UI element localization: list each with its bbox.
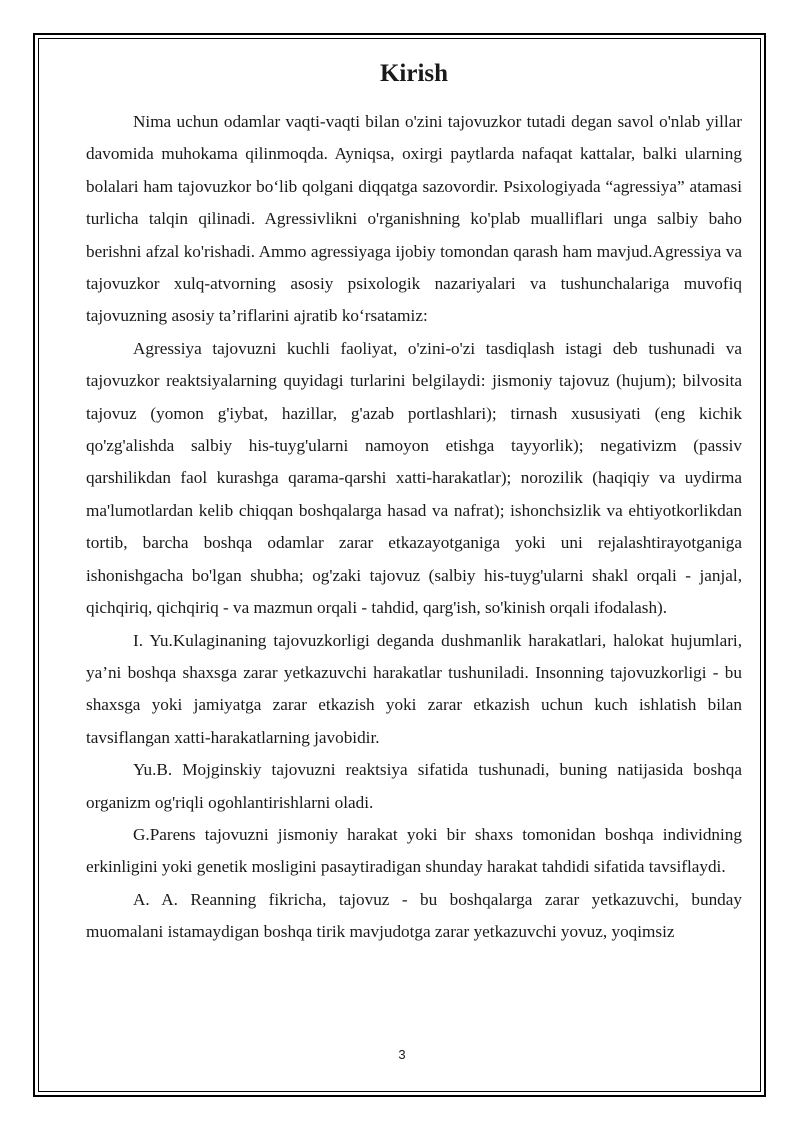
- paragraph-intro: Nima uchun odamlar vaqti-vaqti bilan o'zini tajovuzkor tutadi degan savol o'nlab yillar davomida muhokama qilinmoqda. Ayniqsa, oxirgi paytlarda nafaqat kattalar, balki ularning bolalari ham tajovuzkor bo‘lib qolgani diqqatga sazovordir. Psixologiyada “agressiya” atamasi turlicha talqin qilinadi. Agressivlikni o'rganishning ko'plab mualliflari unga salbiy baho berishni afzal ko'rishadi. Ammo agressiyaga ijobiy tomondan qarash ham mavjud.Agressiya va tajovuzkor xulq-atvorning asosiy psixologik nazariyalari va tushunchalariga muvofiq tajovuzning asosiy ta’riflarini ajratib ko‘rsatamiz:: [86, 112, 742, 326]
- document-body: [86, 54, 742, 949]
- document-title: Kirish: [379, 60, 449, 87]
- paragraph-aggression-types: Agressiya tajovuzni kuchli faoliyat, o'zini-o'zi tasdiqlash istagi deb tushunadi va tajovuzkor reaktsiyalarning quyidagi turlarini belgilaydi: jismoniy tajovuz (hujum); bilvosita tajovuz (yomon g'iybat, hazillar, g'azab portlashlari); tirnash xususiyati (eng kichik qo'zg'alishda salbiy his-tuyg'ularni namoyon etishga tayyorlik); negativizm (passiv qarshilikdan faol kurashga qarama-qarshi xatti-harakatlar); norozilik (haqiqiy va uydirma ma'lumotlardan kelib chiqqan boshqalarga hasad va nafrat); ishonchsizlik va ehtiyotkorlikdan tortib, barcha boshqa odamlar zarar etkazayotganiga yoki uni rejalashtirayotganiga ishonishgacha bo'lgan shubha; og'zaki tajovuz (salbiy his-tuyg'ularni shakl orqali - janjal, qichqiriq, qichqiriq - va mazmun orqali - tahdid, qarg'ish, so'kinish orqali ifodalash).: [86, 338, 742, 618]
- paragraph-parens: G.Parens tajovuzni jismoniy harakat yoki bir shaxs tomonidan boshqa individning erkinligini yoki genetik mosligini pasaytiradigan shunday harakat tahdidi sifatida tavsiflaydi.: [86, 824, 742, 877]
- page-number: 3: [398, 1047, 406, 1062]
- paragraph-kulagina: I. Yu.Kulaginaning tajovuzkorligi deganda dushmanlik harakatlari, halokat hujumlari, ya’ni boshqa shaxsga zarar yetkazuvchi harakatlar tushuniladi. Insonning tajovuzkorligi - bu shaxsga yoki jamiyatga zarar etkazish yoki zarar etkazish uchun kuch ishlatish bilan tavsiflangan xatti-harakatlarning javobidir.: [86, 630, 742, 747]
- paragraph-mojginskiy: Yu.B. Mojginskiy tajovuzni reaktsiya sifatida tushunadi, buning natijasida boshqa organizm og'riqli ogohlantirishlarni oladi.: [86, 760, 742, 812]
- paragraph-rean: A. A. Reanning fikricha, tajovuz - bu boshqalarga zarar yetkazuvchi, bunday muomalani istamaydigan boshqa tirik mavjudotga zarar yetkazuvchi yovuz, yoqimsiz: [86, 889, 742, 942]
